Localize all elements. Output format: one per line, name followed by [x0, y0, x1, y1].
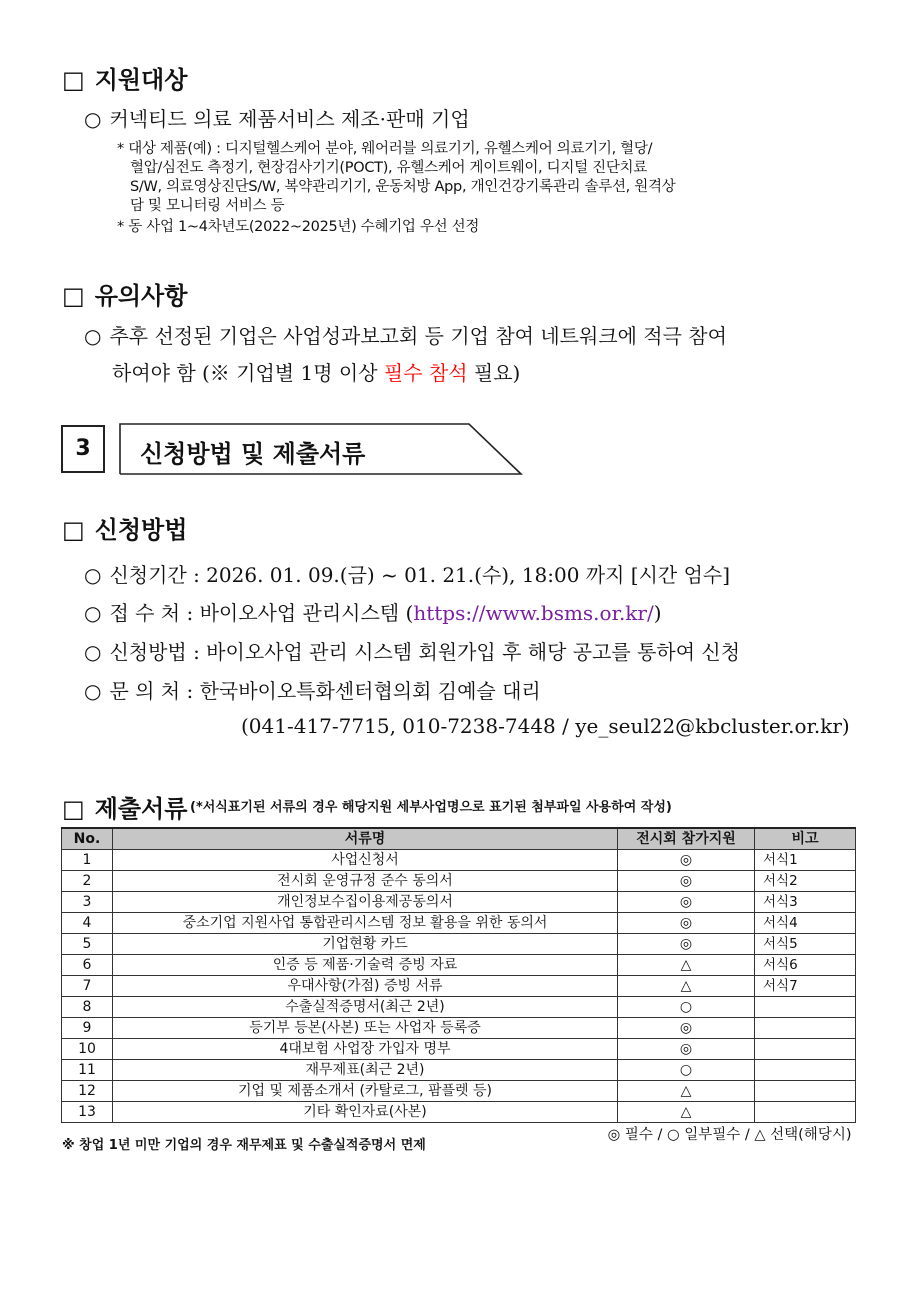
- table-row: 1 사업신청서 ◎ 서식1: [62, 850, 856, 871]
- table-header-row: [62, 828, 856, 850]
- table-row: 7 우대사항(가점) 증빙 서류 △ 서식7: [62, 976, 856, 997]
- documents-table: [61, 827, 856, 1145]
- square-bullet-icon: □: [62, 282, 85, 310]
- square-bullet-icon: □: [62, 795, 85, 823]
- table-row: 13 기타 확인자료(사본) △: [62, 1102, 856, 1123]
- section-heading-documents: □ 제출서류: [62, 795, 188, 823]
- apply-place: ○ 접 수 처 : 바이오사업 관리시스템 (https://www.bsms.or.kr/): [84, 601, 662, 625]
- circle-bullet-icon: ○: [84, 640, 102, 664]
- table-row: 10 4대보험 사업장 가입자 명부 ◎: [62, 1039, 856, 1060]
- square-bullet-icon: □: [62, 516, 85, 544]
- support-target-item: ○ 커넥티드 의료 제품서비스 제조·판매 기업: [84, 107, 470, 131]
- table-row: 12 기업 및 제품소개서 (카탈로그, 팜플렛 등) △: [62, 1081, 856, 1102]
- support-target-note-1: * 대상 제품(예) : 디지털헬스케어 분야, 웨어러블 의료기기, 유헬스케어 의료기기, 혈당/: [117, 141, 653, 157]
- section-number-box: 3: [61, 425, 105, 473]
- section-heading-support-target: □ 지원대상: [62, 66, 188, 94]
- circle-bullet-icon: ○: [84, 107, 102, 131]
- support-target-note-5: * 동 사업 1~4차년도(2022~2025년) 수혜기업 우선 선정: [117, 219, 480, 235]
- documents-footnote: ※ 창업 1년 미만 기업의 경우 재무제표 및 수출실적증명서 면제: [62, 1138, 426, 1153]
- table-row: 3 개인정보수집이용제공동의서 ◎ 서식3: [62, 892, 856, 913]
- required-attendance-text: 필수 참석: [383, 361, 468, 385]
- bsms-link[interactable]: https://www.bsms.or.kr/: [413, 601, 654, 625]
- support-target-note-3: S/W, 의료영상진단S/W, 복약관리기기, 운동처방 App, 개인건강기록관리 솔루션, 원격상: [130, 179, 676, 195]
- table-row: 9 등기부 등본(사본) 또는 사업자 등록증 ◎: [62, 1018, 856, 1039]
- circle-bullet-icon: ○: [84, 324, 102, 348]
- documents-legend: ◎ 필수 / ○ 일부필수 / △ 선택(해당시): [62, 1123, 856, 1146]
- col-header-remark: 비고: [755, 828, 856, 850]
- col-header-name: 서류명: [113, 828, 618, 850]
- table-row: 11 재무제표(최근 2년) ○: [62, 1060, 856, 1081]
- table-row: 8 수출실적증명서(최근 2년) ○: [62, 997, 856, 1018]
- circle-bullet-icon: ○: [84, 563, 102, 587]
- caution-line-2: 하여야 함 (※ 기업별 1명 이상 필수 참석 필요): [112, 361, 521, 385]
- section-title: 신청방법 및 제출서류: [140, 440, 366, 468]
- table-row: 6 인증 등 제품·기술력 증빙 자료 △ 서식6: [62, 955, 856, 976]
- col-header-exhibition: 전시회 참가지원: [618, 828, 755, 850]
- circle-bullet-icon: ○: [84, 679, 102, 703]
- col-header-no: No.: [62, 828, 113, 850]
- apply-contact-detail: (041-417-7715, 010-7238-7448 / ye_seul22@kbcluster.or.kr): [241, 714, 850, 738]
- table-row: 2 전시회 운영규정 준수 동의서 ◎ 서식2: [62, 871, 856, 892]
- support-target-note-2: 혈압/심전도 측정기, 현장검사기기(POCT), 유헬스케어 게이트웨이, 디지털 진단치료: [130, 160, 647, 176]
- apply-method: ○ 신청방법 : 바이오사업 관리 시스템 회원가입 후 해당 공고를 통하여 신청: [84, 640, 741, 664]
- section-heading-apply: □ 신청방법: [62, 516, 188, 544]
- apply-period: ○ 신청기간 : 2026. 01. 09.(금) ~ 01. 21.(수), 18:00 까지 [시간 엄수]: [84, 563, 731, 587]
- square-bullet-icon: □: [62, 66, 85, 94]
- support-target-note-4: 담 및 모니터링 서비스 등: [130, 198, 285, 214]
- circle-bullet-icon: ○: [84, 601, 102, 625]
- caution-line-1: ○ 추후 선정된 기업은 사업성과보고회 등 기업 참여 네트워크에 적극 참여: [84, 324, 727, 348]
- section-heading-caution: □ 유의사항: [62, 282, 188, 310]
- documents-subnote: (*서식표기된 서류의 경우 해당지원 세부사업명으로 표기된 첨부파일 사용하여 작성): [190, 800, 672, 815]
- table-row: 4 중소기업 지원사업 통합관리시스템 정보 활용을 위한 동의서 ◎ 서식4: [62, 913, 856, 934]
- table-row: 5 기업현황 카드 ◎ 서식5: [62, 934, 856, 955]
- apply-contact: ○ 문 의 처 : 한국바이오특화센터협의회 김예슬 대리: [84, 679, 541, 703]
